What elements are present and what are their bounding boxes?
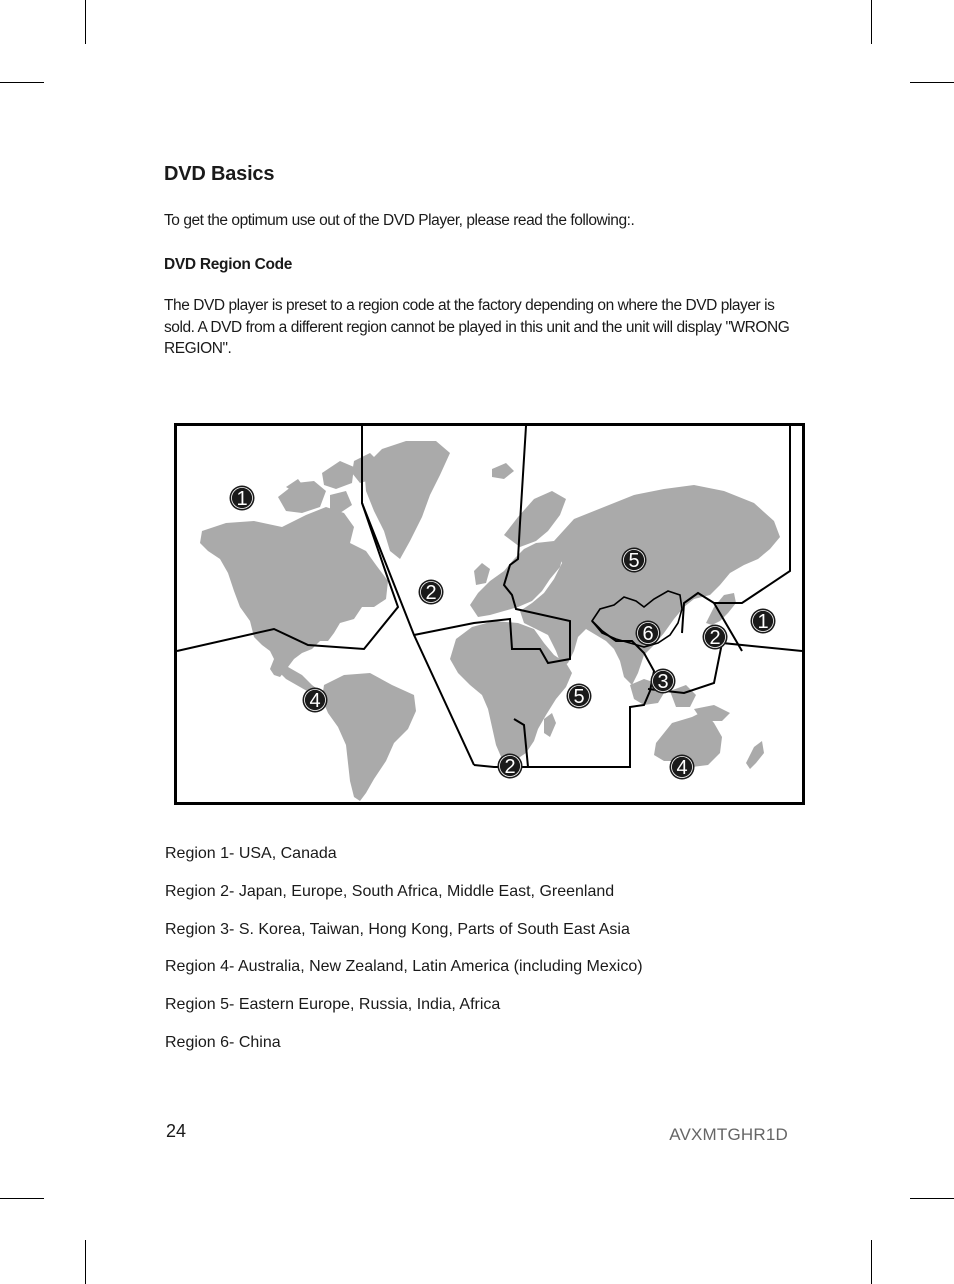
- svg-text:5: 5: [628, 550, 640, 572]
- svg-text:3: 3: [657, 671, 669, 693]
- crop-mark: [0, 82, 44, 83]
- map-label-region-2-greenland-europe: [419, 580, 444, 605]
- map-label-region-4-australia: [670, 755, 695, 780]
- region-list-item: Region 1- USA, Canada: [165, 845, 337, 862]
- svg-text:1: 1: [757, 611, 769, 633]
- map-label-region-3-southeast-asia: [651, 669, 676, 694]
- region-list-item: Region 4- Australia, New Zealand, Latin America (including Mexico): [165, 958, 643, 976]
- crop-mark: [0, 1198, 44, 1199]
- svg-text:5: 5: [573, 686, 585, 708]
- map-label-region-5-russia: [622, 548, 647, 573]
- svg-text:4: 4: [309, 690, 321, 712]
- svg-text:2: 2: [425, 582, 437, 604]
- crop-mark: [871, 0, 872, 44]
- region-list-item: Region 6- China: [165, 1033, 281, 1051]
- page-heading: DVD Basics: [164, 163, 275, 185]
- map-label-region-6-china: [636, 621, 661, 646]
- crop-mark: [85, 0, 86, 44]
- map-label-region-2-japan: [703, 625, 728, 650]
- region-list-item: Region 5- Eastern Europe, Russia, India, Africa: [165, 996, 501, 1014]
- map-label-region-2-south-africa: [498, 754, 523, 779]
- map-label-region-1-pacific: [751, 609, 776, 634]
- region-map: [174, 423, 805, 805]
- intro-text: To get the optimum use out of the DVD Player, please read the following:.: [164, 212, 635, 229]
- map-label-region-4-latin-america: [303, 688, 328, 713]
- crop-mark: [910, 82, 954, 83]
- map-label-region-5-africa: [567, 684, 592, 709]
- page-number: 24: [166, 1121, 187, 1141]
- region-list: [165, 845, 643, 1072]
- region-code-paragraph: The DVD player is preset to a region code at the factory depending on where the DVD player is sold. A DVD from a different region cannot be played in this unit and the unit will display "WRONG REGION".: [164, 297, 790, 357]
- region-list-item: Region 2- Japan, Europe, South Africa, Middle East, Greenland: [165, 882, 615, 900]
- svg-text:2: 2: [504, 756, 516, 778]
- crop-mark: [871, 1240, 872, 1284]
- crop-mark: [85, 1240, 86, 1284]
- crop-mark: [910, 1198, 954, 1199]
- map-label-region-1-americas: [230, 486, 255, 511]
- svg-text:6: 6: [642, 623, 654, 645]
- svg-text:4: 4: [676, 757, 688, 779]
- section-heading: DVD Region Code: [164, 256, 293, 273]
- world-map-svg: [174, 423, 805, 805]
- region-list-item: Region 3- S. Korea, Taiwan, Hong Kong, Parts of South East Asia: [165, 920, 630, 938]
- model-number: AVXMTGHR1D: [669, 1125, 788, 1144]
- svg-text:1: 1: [236, 488, 248, 510]
- svg-text:2: 2: [709, 627, 721, 649]
